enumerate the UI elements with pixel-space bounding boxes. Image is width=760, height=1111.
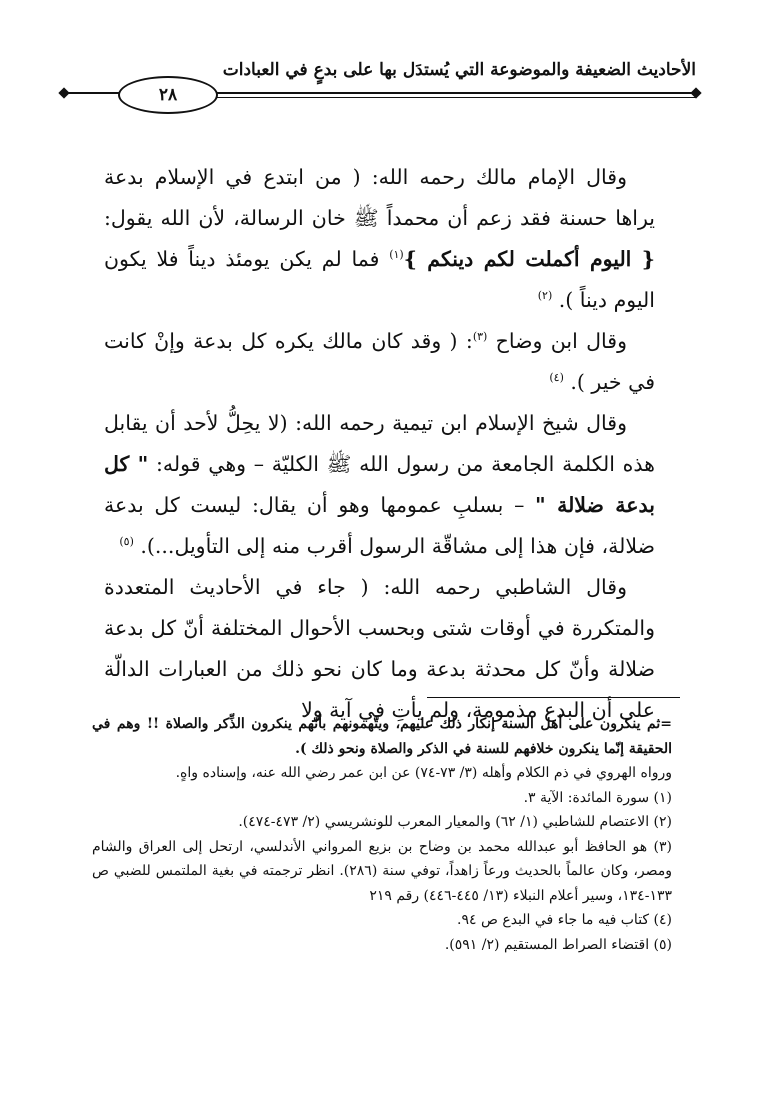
paragraph-text: فما لم يكن يومئذ ديناً فلا يكون اليوم ديناً ). [104, 247, 655, 312]
footnote-4: (٤) كتاب فيه ما جاء في البدع ص ٩٤. [457, 912, 672, 928]
paragraph-ibn-waddah [104, 321, 655, 403]
header-rule-thin [212, 97, 696, 98]
diamond-ornament-left [58, 87, 69, 98]
footnote-continued: =ثم ينكرون على أهل السنة إنكار ذلك عليهم، ويتّهمونهم بأنّهم ينكرون الذِّكر والصلاة !! وهم في الحقيقة إنّما ينكرون خلافهم للسنة في الذكر والصلاة ونحو ذلك ). [92, 716, 672, 757]
paragraph-shatibi: وقال الشاطبي رحمه الله: ( جاء في الأحاديث المتعددة والمتكررة في أوقات شتى وبحسب الأحوال المختلفة أنّ كل بدعة ضلالة وأنّ كل محدثة بدعة وما كان نحو ذلك من العبارات الدالّة على أن البدع مذمومة، ولم يأتِ في آية ولا [104, 575, 655, 722]
footnote-continued-source: ورواه الهروي في ذم الكلام وأهله (٣/ ٧٣-٧٤) عن ابن عمر رضي الله عنه، وإسناده واهٍ. [175, 765, 672, 781]
running-title: الأحاديث الضعيفة والموضوعة التي يُستدَل بها على بدعٍ في العبادات [222, 60, 696, 80]
paragraph-ibn-taymiyyah [104, 403, 655, 567]
footnote-separator [427, 697, 680, 698]
paragraph-text: وقال الإمام مالك رحمه الله: ( من ابتدع في الإسلام بدعة يراها حسنة فقد زعم أن محمداً ﷺ خان الرسالة، لأن الله يقول: [104, 165, 655, 230]
paragraph-malik [104, 157, 655, 321]
paragraph-text: وقال ابن وضاح [487, 329, 627, 353]
footnote-ref-3: (٣) [472, 330, 488, 344]
footnote-ref-2: (٢) [537, 289, 553, 303]
footnote-1: (١) سورة المائدة: الآية ٣. [523, 789, 672, 806]
quran-quote: { اليوم أكملت لكم دينكم } [403, 247, 655, 271]
footnotes [92, 712, 672, 957]
main-text [104, 157, 655, 731]
paragraph-text: – بسلبِ عمومها وهو أن يقال: ليست كل بدعة ضلالة، فإن هذا إلى مشاقّة الرسول أقرب منه إلى التأويل...). [104, 493, 655, 558]
footnote-ref-4: (٤) [549, 371, 564, 385]
footnote-ref-5: (٥) [119, 535, 134, 549]
page-number-text: ٢٨ [158, 85, 178, 105]
footnote-5: (٥) اقتضاء الصراط المستقيم (٢/ ٥٩١). [444, 936, 672, 953]
paragraph-text: وقال شيخ الإسلام ابن تيمية رحمه الله: (لا يحِلُّ لأحد أن يقابل هذه الكلمة الجامعة من رسول الله ﷺ الكليّة – وهي قوله: [104, 411, 655, 476]
footnote-2: (٢) الاعتصام للشاطبي (١/ ٦٢) والمعيار المعرب للونشريسي (٢/ ٤٧٣-٤٧٤). [238, 814, 672, 830]
footnote-ref-1: (١) [389, 248, 404, 262]
page-header [64, 58, 696, 108]
hadith-quote: " كل بدعة ضلالة " [104, 452, 655, 517]
paragraph-text: : ( وقد كان مالك يكره كل بدعة وإنْ كانت في خير ). [104, 329, 655, 394]
footnote-3: (٣) هو الحافظ أبو عبدالله محمد بن وضاح بن بزيع المرواني الأندلسي، ارتحل إلى العراق والشام ومصر، وكان عالماً بالحديث ورعاً زاهداً، توفي سنة (٢٨٦). انظر ترجمته في بغية الملتمس للضبي ص ١٣٣-١٣٤، وسير أعلام النبلاء (١٣/ ٤٤٥-٤٤٦) رقم ٢١٩ [92, 838, 673, 904]
page-number [118, 76, 218, 114]
